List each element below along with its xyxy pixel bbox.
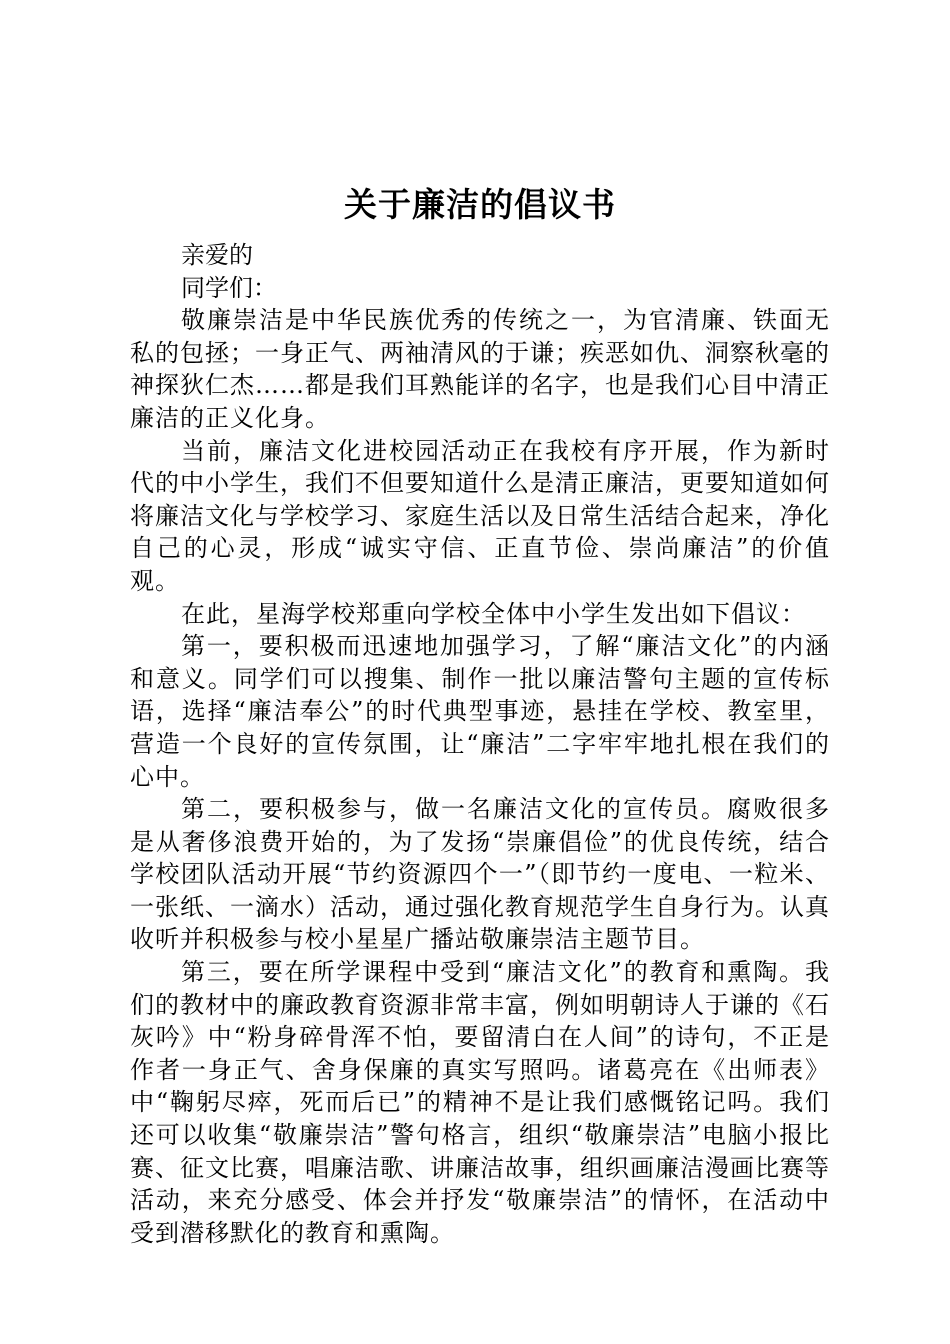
paragraph-second: 第二，要积极参与，做一名廉洁文化的宣传员。腐败很多是从奢侈浪费开始的，为了发扬“崇廉倡俭”的优良传统，结合学校团队活动开展“节约资源四个一”（即节约一度电、一粒米、一张纸、一滴水）活动，通过强化教育规范学生自身行为。认真收听并积极参与校小星星广播站敬廉崇洁主题节目。: [130, 795, 830, 954]
paragraph-intro: 敬廉崇洁是中华民族优秀的传统之一，为官清廉、铁面无私的包拯；一身正气、两袖清风的于谦；疾恶如仇、洞察秋毫的神探狄仁杰……都是我们耳熟能详的名字，也是我们心目中清正廉洁的正义化身。: [130, 306, 830, 432]
paragraph-third: 第三，要在所学课程中受到“廉洁文化”的教育和熏陶。我们的教材中的廉政教育资源非常丰富，例如明朝诗人于谦的《石灰吟》中“粉身碎骨浑不怕，要留清白在人间”的诗句，不正是作者一身正气、舍身保廉的真实写照吗。诸葛亮在《出师表》中“鞠躬尽瘁，死而后已”的精神不是让我们感慨铭记吗。我们还可以收集“敬廉崇洁”警句格言，组织“敬廉崇洁”电脑小报比赛、征文比赛，唱廉洁歌、讲廉洁故事，组织画廉洁漫画比赛等活动，来充分感受、体会并抒发“敬廉崇洁”的情怀，在活动中受到潜移默化的教育和熏陶。: [130, 958, 830, 1247]
document-title: 关于廉洁的倡议书: [344, 185, 616, 224]
greeting-line-1: 亲爱的: [181, 241, 253, 269]
paragraph-proposal-lead: 在此，星海学校郑重向学校全体中小学生发出如下倡议：: [181, 599, 806, 628]
paragraph-first: 第一，要积极而迅速地加强学习，了解“廉洁文化”的内涵和意义。同学们可以搜集、制作一批以廉洁警句主题的宣传标语，选择“廉洁奉公”的时代典型事迹，悬挂在学校、教室里，营造一个良好的宣传氛围，让“廉洁”二字牢牢地扎根在我们的心中。: [130, 632, 830, 791]
greeting-line-2: 同学们：: [181, 273, 277, 302]
paragraph-context: 当前，廉洁文化进校园活动正在我校有序开展，作为新时代的中小学生，我们不但要知道什么是清正廉洁，更要知道如何将廉洁文化与学校学习、家庭生活以及日常生活结合起来，净化自己的心灵，形成“诚实守信、正直节俭、崇尚廉洁”的价值观。: [130, 436, 830, 595]
document-body: [130, 183, 830, 1249]
